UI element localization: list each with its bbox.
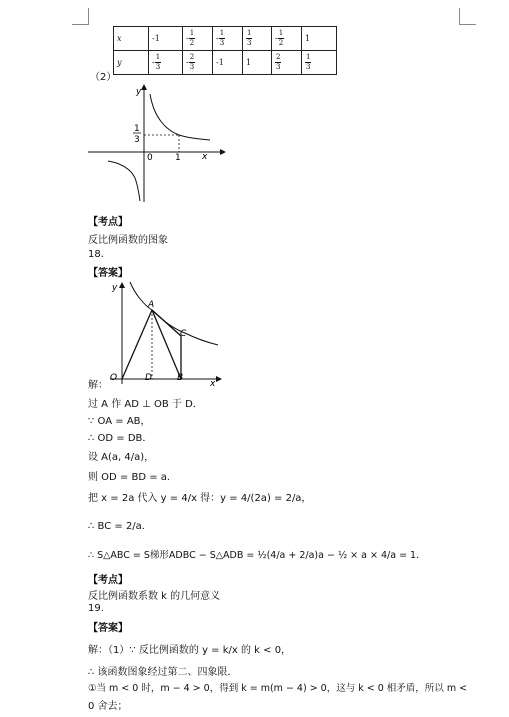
- table-cell: -1: [149, 27, 183, 51]
- hyperbola-branch-quadrant-3: [108, 161, 140, 201]
- table-cell: - $\frac{1}{2}$: [183, 27, 213, 51]
- q18-line-4: 设 A(a, 4/a)，: [88, 452, 155, 463]
- table-cell: $\frac{1}{3}$: [243, 27, 272, 51]
- q18-kaodian-text: 反比例函数系数 k 的几何意义: [88, 591, 221, 602]
- table-row: [114, 51, 337, 75]
- tick-y-denominator: 3: [134, 135, 140, 145]
- q18-line-2: ∵ OA = AB，: [88, 416, 151, 427]
- point-A-label: A: [148, 300, 155, 310]
- y-axis-arrow: [141, 84, 147, 90]
- q19-line-3: ①当 m < 0 时，m − 4 > 0，得到 k = m(m − 4) > 0，这与 k < 0 相矛盾，所以 m <: [88, 683, 468, 694]
- tick-x-label: 1: [175, 153, 181, 163]
- origin-label: 0: [147, 153, 153, 163]
- hyperbola-graph: [88, 82, 228, 207]
- q18-line-8: ∴ S△ABC = S梯形ADBC − S△ADB = ½(4/a + 2/a)a − ½ × a × 4/a = 1．: [88, 550, 426, 561]
- table-cell: $\frac{2}{3}$: [272, 51, 302, 75]
- point-D-label: D: [145, 373, 152, 383]
- point-B-label: B: [177, 373, 184, 383]
- q17-kaodian-text: 反比例函数的图象: [88, 235, 168, 246]
- q18-line-7: ∴ BC = 2/a．: [88, 521, 152, 532]
- triangle-hyperbola-graph: [100, 280, 225, 388]
- q18-solution-prefix: 解：: [88, 380, 108, 391]
- q19-answer-label: 【答案】: [88, 623, 128, 634]
- q19-number: 19.: [88, 603, 104, 614]
- x-axis-arrow: [216, 376, 222, 382]
- x-axis-label: x: [202, 152, 208, 162]
- table-cell: -1: [213, 51, 243, 75]
- x-axis-arrow: [220, 149, 226, 155]
- table-cell: 1: [302, 27, 337, 51]
- table-cell: - $\frac{2}{3}$: [183, 51, 213, 75]
- q18-line-6: 把 x = 2a 代入 y = 4/x 得：y = 4/(2a) = 2/a，: [88, 493, 312, 504]
- hyperbola-branch-quadrant-1: [150, 94, 210, 140]
- q19-line-1: 解：（1）∵ 反比例函数的 y = k/x 的 k < 0，: [88, 645, 292, 656]
- segment-OA: [122, 310, 152, 379]
- page-corner-mark-right: [459, 8, 476, 25]
- hyperbola-curve: [130, 282, 218, 345]
- table-cell: $\frac{1}{3}$: [302, 51, 337, 75]
- y-axis-label: y: [112, 283, 118, 293]
- table-cell: - $\frac{1}{3}$: [213, 27, 243, 51]
- point-C-label: C: [180, 329, 187, 339]
- tick-y-numerator: 1: [134, 124, 140, 134]
- table-cell: - $\frac{1}{2}$: [272, 27, 302, 51]
- table-row: [114, 27, 337, 51]
- q18-line-1: 过 A 作 AD ⊥ OB 于 D．: [88, 399, 203, 410]
- q18-line-5: 则 OD = BD = a．: [88, 472, 177, 483]
- q19-line-4: 0 舍去；: [88, 701, 128, 712]
- table-header-x: x: [114, 27, 149, 51]
- x-axis-label: x: [210, 379, 216, 388]
- segment-AC: [152, 310, 181, 336]
- value-table: [113, 26, 337, 75]
- q19-line-2: ∴ 该函数图象经过第二、四象限．: [88, 667, 238, 678]
- q18-kaodian-label: 【考点】: [88, 575, 128, 586]
- q18-line-3: ∴ OD = DB．: [88, 433, 153, 444]
- table-header-y: y: [114, 51, 149, 75]
- y-axis-arrow: [119, 282, 125, 288]
- q18-number: 18.: [88, 249, 104, 260]
- part-2-label: （2）: [90, 72, 117, 83]
- page-corner-mark-left: [72, 8, 89, 25]
- segment-AB: [152, 310, 181, 379]
- q18-answer-label: 【答案】: [88, 268, 128, 279]
- table-cell: - $\frac{1}{3}$: [149, 51, 183, 75]
- table-cell: 1: [243, 51, 272, 75]
- point-O-label: O: [110, 373, 118, 383]
- y-axis-label: y: [136, 87, 142, 97]
- q17-kaodian-label: 【考点】: [88, 217, 128, 228]
